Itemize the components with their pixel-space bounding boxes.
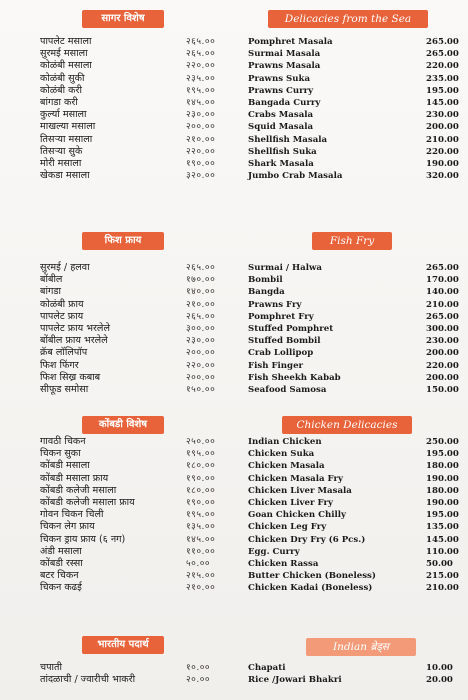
menu-item [40,546,240,558]
menu-item [40,485,240,497]
menu-item [248,674,460,686]
item-name: चपाती [40,662,62,673]
menu-item [248,73,460,85]
item-name: Chicken Rassa [248,558,319,569]
item-price: 200.00 [426,348,459,359]
item-name: Fish Finger [248,360,304,371]
item-price: 265.00 [426,49,459,60]
item-name: पापलेट फ्राय भरलेले [40,322,110,334]
menu-item [40,460,240,472]
item-name: Pomphret Masala [248,37,333,47]
item-name: चिकन कढई [40,582,82,594]
marathi-item-list [40,436,240,594]
menu-item [40,509,240,521]
item-name: Butter Chicken (Boneless) [248,571,376,582]
item-name: बांगडा करी [40,96,78,108]
item-name: Bangda [248,287,285,298]
item-price: १०.०० [186,663,211,673]
item-name: कोंबडी मसाला [40,460,90,472]
menu-item [40,134,240,146]
item-name: Crab Lollipop [248,348,314,359]
section-title-english: Chicken Delicacies [282,416,412,434]
item-name: माखल्या मसाला [40,121,96,133]
marathi-item-list [40,36,240,182]
item-price: 190.00 [426,473,459,484]
item-price: २००.०० [186,122,216,133]
menu-item [40,473,240,485]
item-name: बटर चिकन [40,570,79,582]
item-price: २६५.०० [186,37,216,47]
item-name: कोंबडी कलेजी मसाला फ्राय [40,496,135,508]
menu-item [40,448,240,460]
section-title-english: Fish Fry [312,232,392,250]
item-price: 210.00 [426,134,459,145]
item-price: १९०.०० [186,473,216,484]
menu-item [40,521,240,533]
menu-item [248,436,460,448]
menu-item [248,509,460,521]
item-price: १५०.०० [186,384,216,395]
menu-item [40,36,240,48]
menu-item [40,274,240,286]
item-price: १९५.०० [186,85,216,96]
section-title-english: Delicacies from the Sea [268,10,428,28]
item-name: Chicken Liver Masala [248,485,352,496]
item-price: १४५.०० [186,97,216,108]
item-name: सीफूड समोसा [40,383,89,395]
item-name: Chicken Liver Fry [248,497,334,508]
menu-item [248,311,460,323]
menu-item [40,558,240,570]
menu-item [40,286,240,298]
menu-item [40,60,240,72]
item-name: कोंबडी कलेजी मसाला [40,484,117,496]
menu-item [40,662,240,674]
item-name: सुरमई मसाला [40,48,88,60]
menu-item [40,48,240,60]
item-price: १९५.०० [186,449,216,460]
menu-item [40,436,240,448]
menu-item [248,335,460,347]
menu-item [248,662,460,674]
item-name: कोळंबी फ्राय [40,298,84,310]
item-price: 195.00 [426,449,459,460]
item-price: 20.00 [426,675,453,686]
menu-item [40,570,240,582]
item-name: कोळंबी मसाला [40,60,92,72]
item-name: चिकन ड्राय फ्राय (६ नग) [40,533,126,545]
item-price: 235.00 [426,73,459,84]
item-price: २३०.०० [186,336,216,347]
item-price: २२०.०० [186,360,216,371]
item-price: 10.00 [426,663,453,673]
english-item-list [248,36,460,182]
menu-item [248,473,460,485]
item-name: सुरमई / हलवा [40,262,90,273]
item-name: कोळंबी सुकी [40,72,85,84]
menu-item [40,121,240,133]
item-price: 220.00 [426,146,459,157]
item-price: 320.00 [426,171,459,182]
item-price: २६५.०० [186,263,216,273]
menu-item [248,372,460,384]
section-title-english: Indian ब्रेड्स [306,638,416,656]
item-price: २६५.०० [186,311,216,322]
item-price: 230.00 [426,110,459,121]
item-name: Shark Masala [248,158,314,169]
item-name: पापलेट फ्राय [40,310,84,322]
item-price: १८०.०० [186,461,216,472]
menu-item [248,299,460,311]
item-price: 190.00 [426,497,459,508]
item-name: मोरी मसाला [40,157,82,169]
menu-item [248,534,460,546]
item-price: 145.00 [426,534,459,545]
english-item-list [248,262,460,396]
menu-item [248,460,460,472]
item-price: 200.00 [426,122,459,133]
menu-item [40,311,240,323]
item-price: 180.00 [426,461,459,472]
item-name: Egg. Curry [248,546,300,557]
item-name: Chicken Dry Fry (6 Pcs.) [248,534,366,545]
item-name: Bombil [248,275,283,286]
menu-item [248,582,460,594]
menu-item [40,299,240,311]
item-price: २५०.०० [186,437,216,447]
item-price: ५०.०० [186,558,211,569]
item-name: कोळंबी करी [40,84,82,96]
item-name: Surmai Masala [248,49,321,60]
item-price: २१५.०० [186,571,216,582]
item-name: Pomphret Fry [248,311,314,322]
item-price: 135.00 [426,522,459,533]
item-name: पापलेट मसाला [40,36,92,47]
menu-item [248,109,460,121]
item-price: 210.00 [426,299,459,310]
menu-item [40,582,240,594]
item-name: Chapati [248,663,286,673]
item-price: 110.00 [426,546,459,557]
menu-item [40,109,240,121]
menu-item [248,274,460,286]
item-price: २३०.०० [186,110,216,121]
item-name: Seafood Samosa [248,384,327,395]
item-price: 250.00 [426,437,459,447]
item-price: 190.00 [426,158,459,169]
item-name: Surmai / Halwa [248,263,322,273]
menu-item [248,384,460,396]
item-price: १९५.०० [186,510,216,521]
item-price: २१०.०० [186,299,216,310]
item-name: गोवन चिकन चिली [40,509,104,521]
item-name: तांदळाची / ज्वारीची भाकरी [40,674,136,686]
menu-item [248,286,460,298]
item-name: Chicken Leg Fry [248,522,327,533]
section-title-marathi: फिश फ्राय [82,232,164,250]
item-price: 265.00 [426,263,459,273]
menu-item [40,534,240,546]
menu-item [248,546,460,558]
item-name: Fish Sheekh Kabab [248,372,341,383]
item-price: २३५.०० [186,73,216,84]
item-price: 265.00 [426,311,459,322]
item-price: २६५.०० [186,49,216,60]
item-name: तिसऱ्या सुके [40,145,83,157]
item-name: कुर्ल्या मसाला [40,109,87,121]
item-price: 145.00 [426,97,459,108]
item-price: 220.00 [426,360,459,371]
item-price: १८०.०० [186,485,216,496]
item-price: २२०.०० [186,61,216,72]
item-name: Chicken Masala [248,461,325,472]
menu-item [40,73,240,85]
item-price: १४०.०० [186,287,216,298]
item-name: फिश सिख्र कबाब [40,371,101,383]
menu-item [248,570,460,582]
item-name: Chicken Suka [248,449,315,460]
menu-item [248,347,460,359]
item-name: Prawns Suka [248,73,311,84]
item-price: २०.०० [186,675,211,686]
marathi-item-list [40,262,240,396]
menu-item [40,323,240,335]
item-name: कोंबडी रस्सा [40,557,83,569]
menu-item [40,158,240,170]
item-price: 50.00 [426,558,453,569]
item-name: गावठी चिकन [40,436,86,447]
item-name: Indian Chicken [248,437,322,447]
marathi-item-list [40,662,240,686]
section-title-marathi: भारतीय पदार्थ [82,636,164,654]
item-name: क्रॅब लॉलिपॉप [40,347,88,359]
menu-item [248,121,460,133]
menu-item [40,384,240,396]
item-name: बोंबील [40,274,63,286]
item-price: 195.00 [426,85,459,96]
item-name: फिश फिंगर [40,359,79,371]
item-price: 170.00 [426,275,459,286]
item-name: Prawns Curry [248,85,314,96]
section-title-marathi: कोंबडी विशेष [82,416,164,434]
item-name: Shellfish Suka [248,146,317,157]
item-name: Stuffed Pomphret [248,323,334,334]
menu-item [40,347,240,359]
menu-item [40,335,240,347]
menu-item [248,36,460,48]
menu-item [248,97,460,109]
item-price: 195.00 [426,510,459,521]
item-price: 150.00 [426,384,459,395]
menu-item [40,674,240,686]
section-title-marathi: सागर विशेष [82,10,164,28]
menu-item [248,262,460,274]
item-name: अंडी मसाला [40,545,82,557]
menu-item [248,497,460,509]
menu-item [248,158,460,170]
item-price: 215.00 [426,571,459,582]
item-name: चिकन लेग फ्राय [40,521,95,533]
item-price: 140.00 [426,287,459,298]
menu-item [40,372,240,384]
item-price: २००.०० [186,348,216,359]
item-name: Chicken Masala Fry [248,473,344,484]
item-name: बांगडा [40,286,61,298]
item-price: ११०.०० [186,546,216,557]
item-name: Bangada Curry [248,97,321,108]
item-price: २१०.०० [186,134,216,145]
item-price: १३५.०० [186,522,216,533]
item-price: 300.00 [426,323,459,334]
menu-item [40,360,240,372]
menu-item [248,485,460,497]
menu-item [40,146,240,158]
item-price: 200.00 [426,372,459,383]
item-price: १९०.०० [186,158,216,169]
item-price: 265.00 [426,37,459,47]
menu-item [248,48,460,60]
menu-item [248,170,460,182]
item-name: Goan Chicken Chilly [248,510,347,521]
item-price: 230.00 [426,336,459,347]
menu-item [248,521,460,533]
item-price: 210.00 [426,583,459,594]
item-name: खेकडा मसाला [40,170,90,182]
menu-item [248,134,460,146]
item-name: Squid Masala [248,122,314,133]
menu-item [40,262,240,274]
english-item-list [248,436,460,594]
menu-item [40,85,240,97]
menu-item [248,360,460,372]
item-name: Stuffed Bombil [248,336,321,347]
item-price: २१०.०० [186,583,216,594]
item-price: १७०.०० [186,275,216,286]
item-name: Prawns Masala [248,61,321,72]
item-name: Shellfish Masala [248,134,328,145]
item-price: 180.00 [426,485,459,496]
item-name: कोंबडी मसाला फ्राय [40,472,109,484]
item-name: Chicken Kadai (Boneless) [248,583,373,594]
menu-item [40,497,240,509]
item-name: चिकन सुका [40,448,81,460]
english-item-list [248,662,460,686]
item-price: १९०.०० [186,497,216,508]
item-name: Jumbo Crab Masala [248,171,343,182]
item-price: ३००.०० [186,323,216,334]
item-price: २२०.०० [186,146,216,157]
item-name: Prawns Fry [248,299,302,310]
menu-item [40,170,240,182]
menu-item [248,558,460,570]
item-name: बोंबील फ्राय भरलेले [40,335,108,347]
item-price: ३२०.०० [186,171,216,182]
item-name: तिसऱ्या मसाला [40,133,93,145]
menu-item [40,97,240,109]
menu-item [248,60,460,72]
item-name: Crabs Masala [248,110,314,121]
menu-item [248,448,460,460]
menu-item [248,146,460,158]
item-name: Rice /Jowari Bhakri [248,675,342,686]
item-price: २००.०० [186,372,216,383]
item-price: १४५.०० [186,534,216,545]
menu-item [248,85,460,97]
menu-item [248,323,460,335]
item-price: 220.00 [426,61,459,72]
